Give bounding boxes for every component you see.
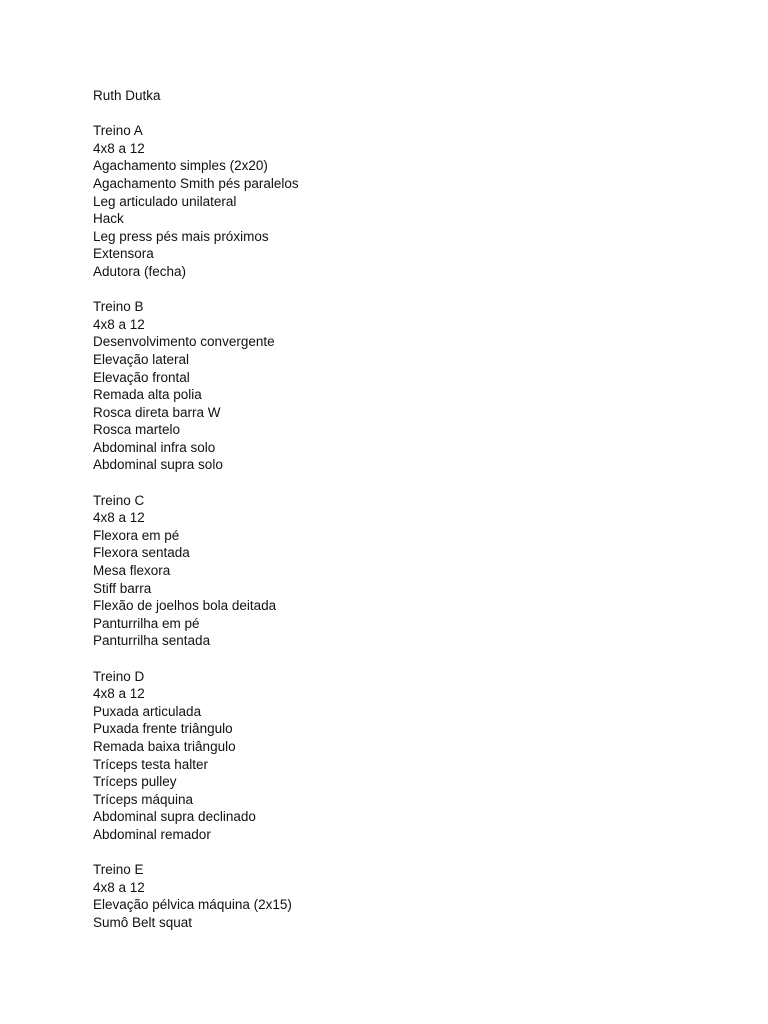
section-title: Treino A — [93, 123, 143, 139]
exercise-item: Elevação frontal — [93, 369, 190, 385]
section-treino-a — [93, 122, 713, 280]
exercise-item: Stiff barra — [93, 580, 152, 596]
exercise-item: Flexora em pé — [93, 527, 180, 543]
section-scheme: 4x8 a 12 — [93, 316, 145, 332]
exercise-item: Remada baixa triângulo — [93, 738, 236, 754]
exercise-item: Extensora — [93, 246, 154, 262]
document-page — [93, 87, 713, 932]
exercise-item: Agachamento Smith pés paralelos — [93, 175, 299, 191]
section-title: Treino B — [93, 299, 144, 315]
exercise-item: Abdominal remador — [93, 826, 211, 842]
exercise-item: Flexão de joelhos bola deitada — [93, 598, 277, 614]
section-treino-b — [93, 298, 713, 474]
exercise-item: Adutora (fecha) — [93, 263, 187, 279]
section-title: Treino C — [93, 492, 145, 508]
exercise-item: Puxada frente triângulo — [93, 721, 233, 737]
exercise-item: Rosca martelo — [93, 422, 181, 438]
exercise-item: Abdominal supra solo — [93, 457, 223, 473]
exercise-item: Tríceps testa halter — [93, 756, 209, 772]
section-treino-c — [93, 492, 713, 650]
section-title: Treino D — [93, 668, 145, 684]
section-scheme: 4x8 a 12 — [93, 879, 145, 895]
exercise-item: Tríceps máquina — [93, 791, 194, 807]
exercise-item: Puxada articulada — [93, 703, 202, 719]
exercise-item: Leg press pés mais próximos — [93, 228, 269, 244]
exercise-item: Elevação lateral — [93, 351, 190, 367]
exercise-item: Agachamento simples (2x20) — [93, 158, 268, 174]
exercise-item: Desenvolvimento convergente — [93, 334, 275, 350]
exercise-item: Remada alta polia — [93, 387, 202, 403]
section-treino-e — [93, 861, 713, 931]
exercise-item: Abdominal supra declinado — [93, 809, 256, 825]
exercise-item: Tríceps pulley — [93, 774, 177, 790]
exercise-item: Hack — [93, 211, 124, 227]
exercise-item: Flexora sentada — [93, 545, 190, 561]
section-treino-d — [93, 668, 713, 844]
section-scheme: 4x8 a 12 — [93, 140, 145, 156]
section-scheme: 4x8 a 12 — [93, 686, 145, 702]
exercise-item: Sumô Belt squat — [93, 914, 193, 930]
section-scheme: 4x8 a 12 — [93, 510, 145, 526]
author-name: Ruth Dutka — [93, 88, 161, 103]
section-title: Treino E — [93, 862, 144, 878]
exercise-item: Panturrilha sentada — [93, 633, 211, 649]
exercise-item: Abdominal infra solo — [93, 439, 216, 455]
exercise-item: Rosca direta barra W — [93, 404, 221, 420]
exercise-item: Elevação pélvica máquina (2x15) — [93, 897, 292, 913]
exercise-item: Panturrilha em pé — [93, 615, 200, 631]
exercise-item: Leg articulado unilateral — [93, 193, 237, 209]
exercise-item: Mesa flexora — [93, 563, 171, 579]
